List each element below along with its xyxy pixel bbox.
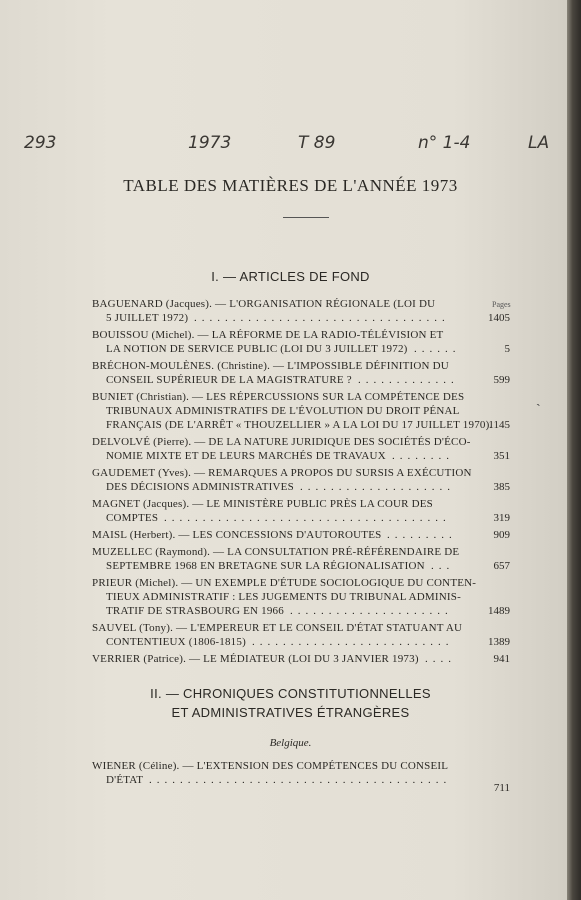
section-heading-chroniques-line1: II. — CHRONIQUES CONSTITUTIONNELLES (150, 686, 431, 701)
toc-entry-author-title: DELVOLVÉ (Pierre). — DE LA NATURE JURIDIQUE DES SOCIÉTÉS D'ÉCO- (92, 436, 471, 449)
toc-entry-page-number: 1389 (488, 636, 510, 649)
leader-dots: ....................................... (149, 774, 452, 787)
toc-entry-page-number: 1489 (488, 605, 510, 618)
toc-entry-author-title: MAGNET (Jacques). — LE MINISTÈRE PUBLIC PRÈS LA COUR DES (92, 498, 433, 511)
toc-entry-continuation: SEPTEMBRE 1968 EN BRETAGNE SUR LA RÉGIONALISATION (106, 560, 425, 573)
leader-dots: .......................... (252, 636, 454, 649)
toc-entry-author-title: WIENER (Céline). — L'EXTENSION DES COMPÉTENCES DU CONSEIL (92, 760, 449, 772)
toc-entry-author-title: BRÉCHON-MOULÈNES. (Christine). — L'IMPOSSIBLE DÉFINITION DU (92, 360, 449, 372)
toc-entry-page-number: 385 (493, 481, 510, 494)
country-subheading: Belgique. (269, 737, 312, 749)
toc-entry-continuation: DES DÉCISIONS ADMINISTRATIVES (106, 481, 294, 494)
toc-entry-page-number: 909 (493, 529, 510, 542)
toc-entry-page-number: 351 (493, 450, 510, 463)
toc-entry-page-number: 657 (493, 560, 510, 573)
leader-dots: .... (425, 653, 456, 666)
section-heading-articles: I. — ARTICLES DE FOND (211, 269, 370, 284)
toc-entry-page-number: 1145 (488, 419, 510, 432)
leader-dots: ......... (387, 529, 457, 542)
leader-dots: ..................................... (164, 512, 451, 525)
leader-dots: ...... (414, 343, 461, 356)
handwritten-annotation (0, 133, 567, 163)
handwritten-issue: n° 1-4 (418, 133, 471, 153)
toc-entry-author-title: SAUVEL (Tony). — L'EMPEREUR ET LE CONSEIL D'ÉTAT STATUANT AU (92, 622, 463, 635)
toc-entry-author-title: GAUDEMET (Yves). — REMARQUES A PROPOS DU SURSIS A EXÉCUTION (92, 467, 472, 480)
leader-dots: ... (431, 560, 455, 573)
page-edge-shadow (567, 0, 581, 900)
handwritten-volume: T 89 (298, 133, 336, 153)
toc-entry-page-number: 5 (504, 343, 510, 356)
toc-entry-continuation: NOMIE MIXTE ET DE LEURS MARCHÉS DE TRAVAUX (106, 450, 386, 463)
toc-entry-author-title: MUZELLEC (Raymond). — LA CONSULTATION PRÉ-RÉFÉRENDAIRE DE (92, 546, 460, 558)
pages-column-header: Pages (492, 300, 511, 309)
leader-dots: ............. (358, 374, 459, 387)
toc-entry-author-title: BUNIET (Christian). — LES RÉPERCUSSIONS SUR LA COMPÉTENCE DES (92, 391, 465, 403)
toc-entry-author-title: PRIEUR (Michel). — UN EXEMPLE D'ÉTUDE SOCIOLOGIQUE DU CONTEN- (92, 577, 477, 589)
toc-entry-continuation: TRATIF DE STRASBOURG EN 1966 (106, 605, 284, 618)
toc-entry-continuation: COMPTES (106, 512, 159, 525)
title-divider (283, 217, 329, 218)
page-title: TABLE DES MATIÈRES DE L'ANNÉE 1973 (123, 176, 458, 195)
handwritten-code: LA (528, 133, 550, 153)
toc-entry-page-number: 941 (493, 653, 510, 666)
toc-entry-continuation: LA NOTION DE SERVICE PUBLIC (LOI DU 3 JUILLET 1972) (106, 343, 408, 356)
section-heading-chroniques-line2: ET ADMINISTRATIVES ÉTRANGÈRES (171, 705, 410, 720)
toc-entry-author-title: BOUISSOU (Michel). — LA RÉFORME DE LA RADIO-TÉLÉVISION ET (92, 329, 444, 341)
toc-entry-page-number: 599 (493, 374, 510, 387)
toc-entry-author-title: BAGUENARD (Jacques). — L'ORGANISATION RÉGIONALE (LOI DU (92, 298, 436, 310)
toc-entry-continuation: TIEUX ADMINISTRATIF : LES JUGEMENTS DU TRIBUNAL ADMINIS- (106, 591, 461, 604)
toc-entry-page-number: 319 (493, 512, 510, 525)
toc-entry-continuation: FRANÇAIS (DE L'ARRÊT « THOUZELLIER » A LA LOI DU 17 JUILLET 1970). (106, 419, 493, 432)
toc-entry-continuation: CONTENTIEUX (1806-1815) (106, 636, 246, 649)
leader-dots: ..................... (290, 605, 453, 618)
handwritten-number: 293 (24, 133, 57, 153)
leader-dots: ................................. (194, 312, 450, 325)
margin-mark: ˎ (536, 392, 541, 407)
toc-entry-page-number: 1405 (488, 312, 510, 325)
leader-dots: .................... (300, 481, 455, 494)
toc-entry-continuation: 5 JUILLET 1972) (106, 312, 189, 325)
toc-entry-author-title: VERRIER (Patrice). — LE MÉDIATEUR (LOI DU 3 JANVIER 1973) (92, 653, 419, 666)
toc-entry-continuation: TRIBUNAUX ADMINISTRATIFS DE L'ÉVOLUTION DU DROIT PÉNAL (106, 405, 460, 418)
toc-entry-author-title: MAISL (Herbert). — LES CONCESSIONS D'AUTOROUTES (92, 529, 382, 542)
leader-dots: ........ (392, 450, 454, 463)
toc-entry-continuation: CONSEIL SUPÉRIEUR DE LA MAGISTRATURE ? (106, 374, 352, 387)
handwritten-year: 1973 (188, 133, 232, 153)
toc-entry-continuation: D'ÉTAT (106, 774, 144, 787)
toc-entry-page-number: 711 (493, 782, 510, 794)
